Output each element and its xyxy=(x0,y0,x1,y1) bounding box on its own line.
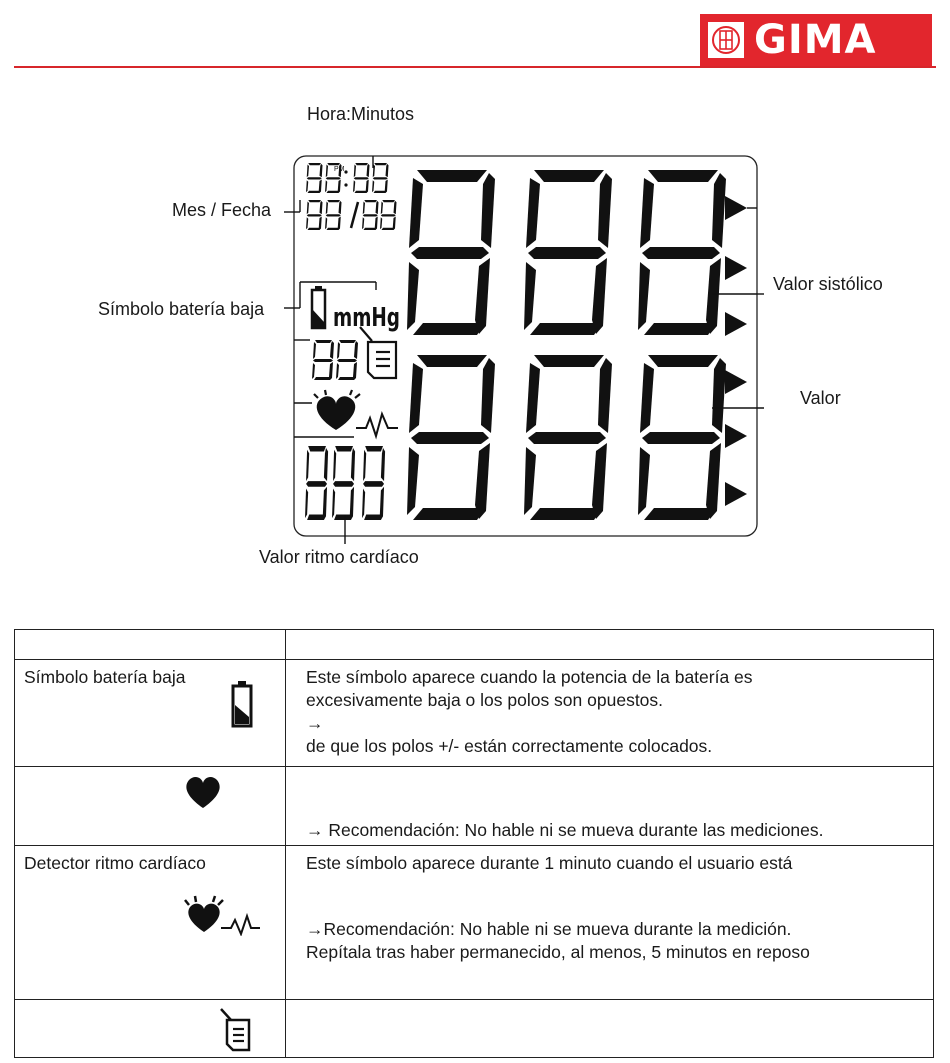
memory-note-icon xyxy=(219,1008,253,1058)
label-battery: Símbolo batería baja xyxy=(98,299,265,319)
lcd-battery-icon xyxy=(312,286,325,328)
table-row xyxy=(15,1000,934,1058)
brand-name: GIMA xyxy=(754,17,877,63)
label-value: Valor xyxy=(800,388,841,408)
table-header-cell xyxy=(286,630,934,660)
row-label: Símbolo batería baja xyxy=(24,667,186,687)
row-text-line: → Recomendación: No hable ni se mueva durante las mediciones. xyxy=(306,820,824,840)
row-text-line: Repítala tras haber permanecido, al menos, 5 minutos en reposo xyxy=(306,942,810,962)
row-text-line xyxy=(306,773,923,796)
unit-label: mmHg xyxy=(333,303,400,333)
heart-icon xyxy=(183,775,223,815)
table-header-cell xyxy=(15,630,286,660)
row-text-line xyxy=(306,875,923,898)
row-text-line xyxy=(306,898,923,918)
battery-low-icon xyxy=(231,680,253,734)
label-systolic: Valor sistólico xyxy=(773,274,883,294)
heartbeat-detector-icon xyxy=(181,894,261,942)
row-text-line: → xyxy=(306,713,324,733)
table-row xyxy=(15,660,934,767)
pm-indicator: PM xyxy=(334,166,345,173)
row-text-line: Este símbolo aparece durante 1 minuto cuando el usuario está xyxy=(306,853,793,873)
symbol-table xyxy=(14,629,934,1058)
table-row xyxy=(15,846,934,1000)
row-text-line: de que los polos +/- están correctamente colocados. xyxy=(306,736,713,756)
row-text-line: excesivamente baja o los polos son opuestos. xyxy=(306,690,664,710)
table-row xyxy=(15,767,934,846)
label-time: Hora:Minutos xyxy=(307,104,415,124)
row-text-line xyxy=(306,796,923,819)
row-text-line: Este símbolo aparece cuando la potencia de la batería es xyxy=(306,667,753,687)
row-text-line: →Recomendación: No hable ni se mueva durante la medición. xyxy=(306,919,792,939)
table-header-row xyxy=(15,630,934,660)
row-label: Detector ritmo cardíaco xyxy=(24,853,206,873)
label-date: Mes / Fecha xyxy=(172,200,272,220)
label-pulse: Valor ritmo cardíaco xyxy=(259,547,419,567)
